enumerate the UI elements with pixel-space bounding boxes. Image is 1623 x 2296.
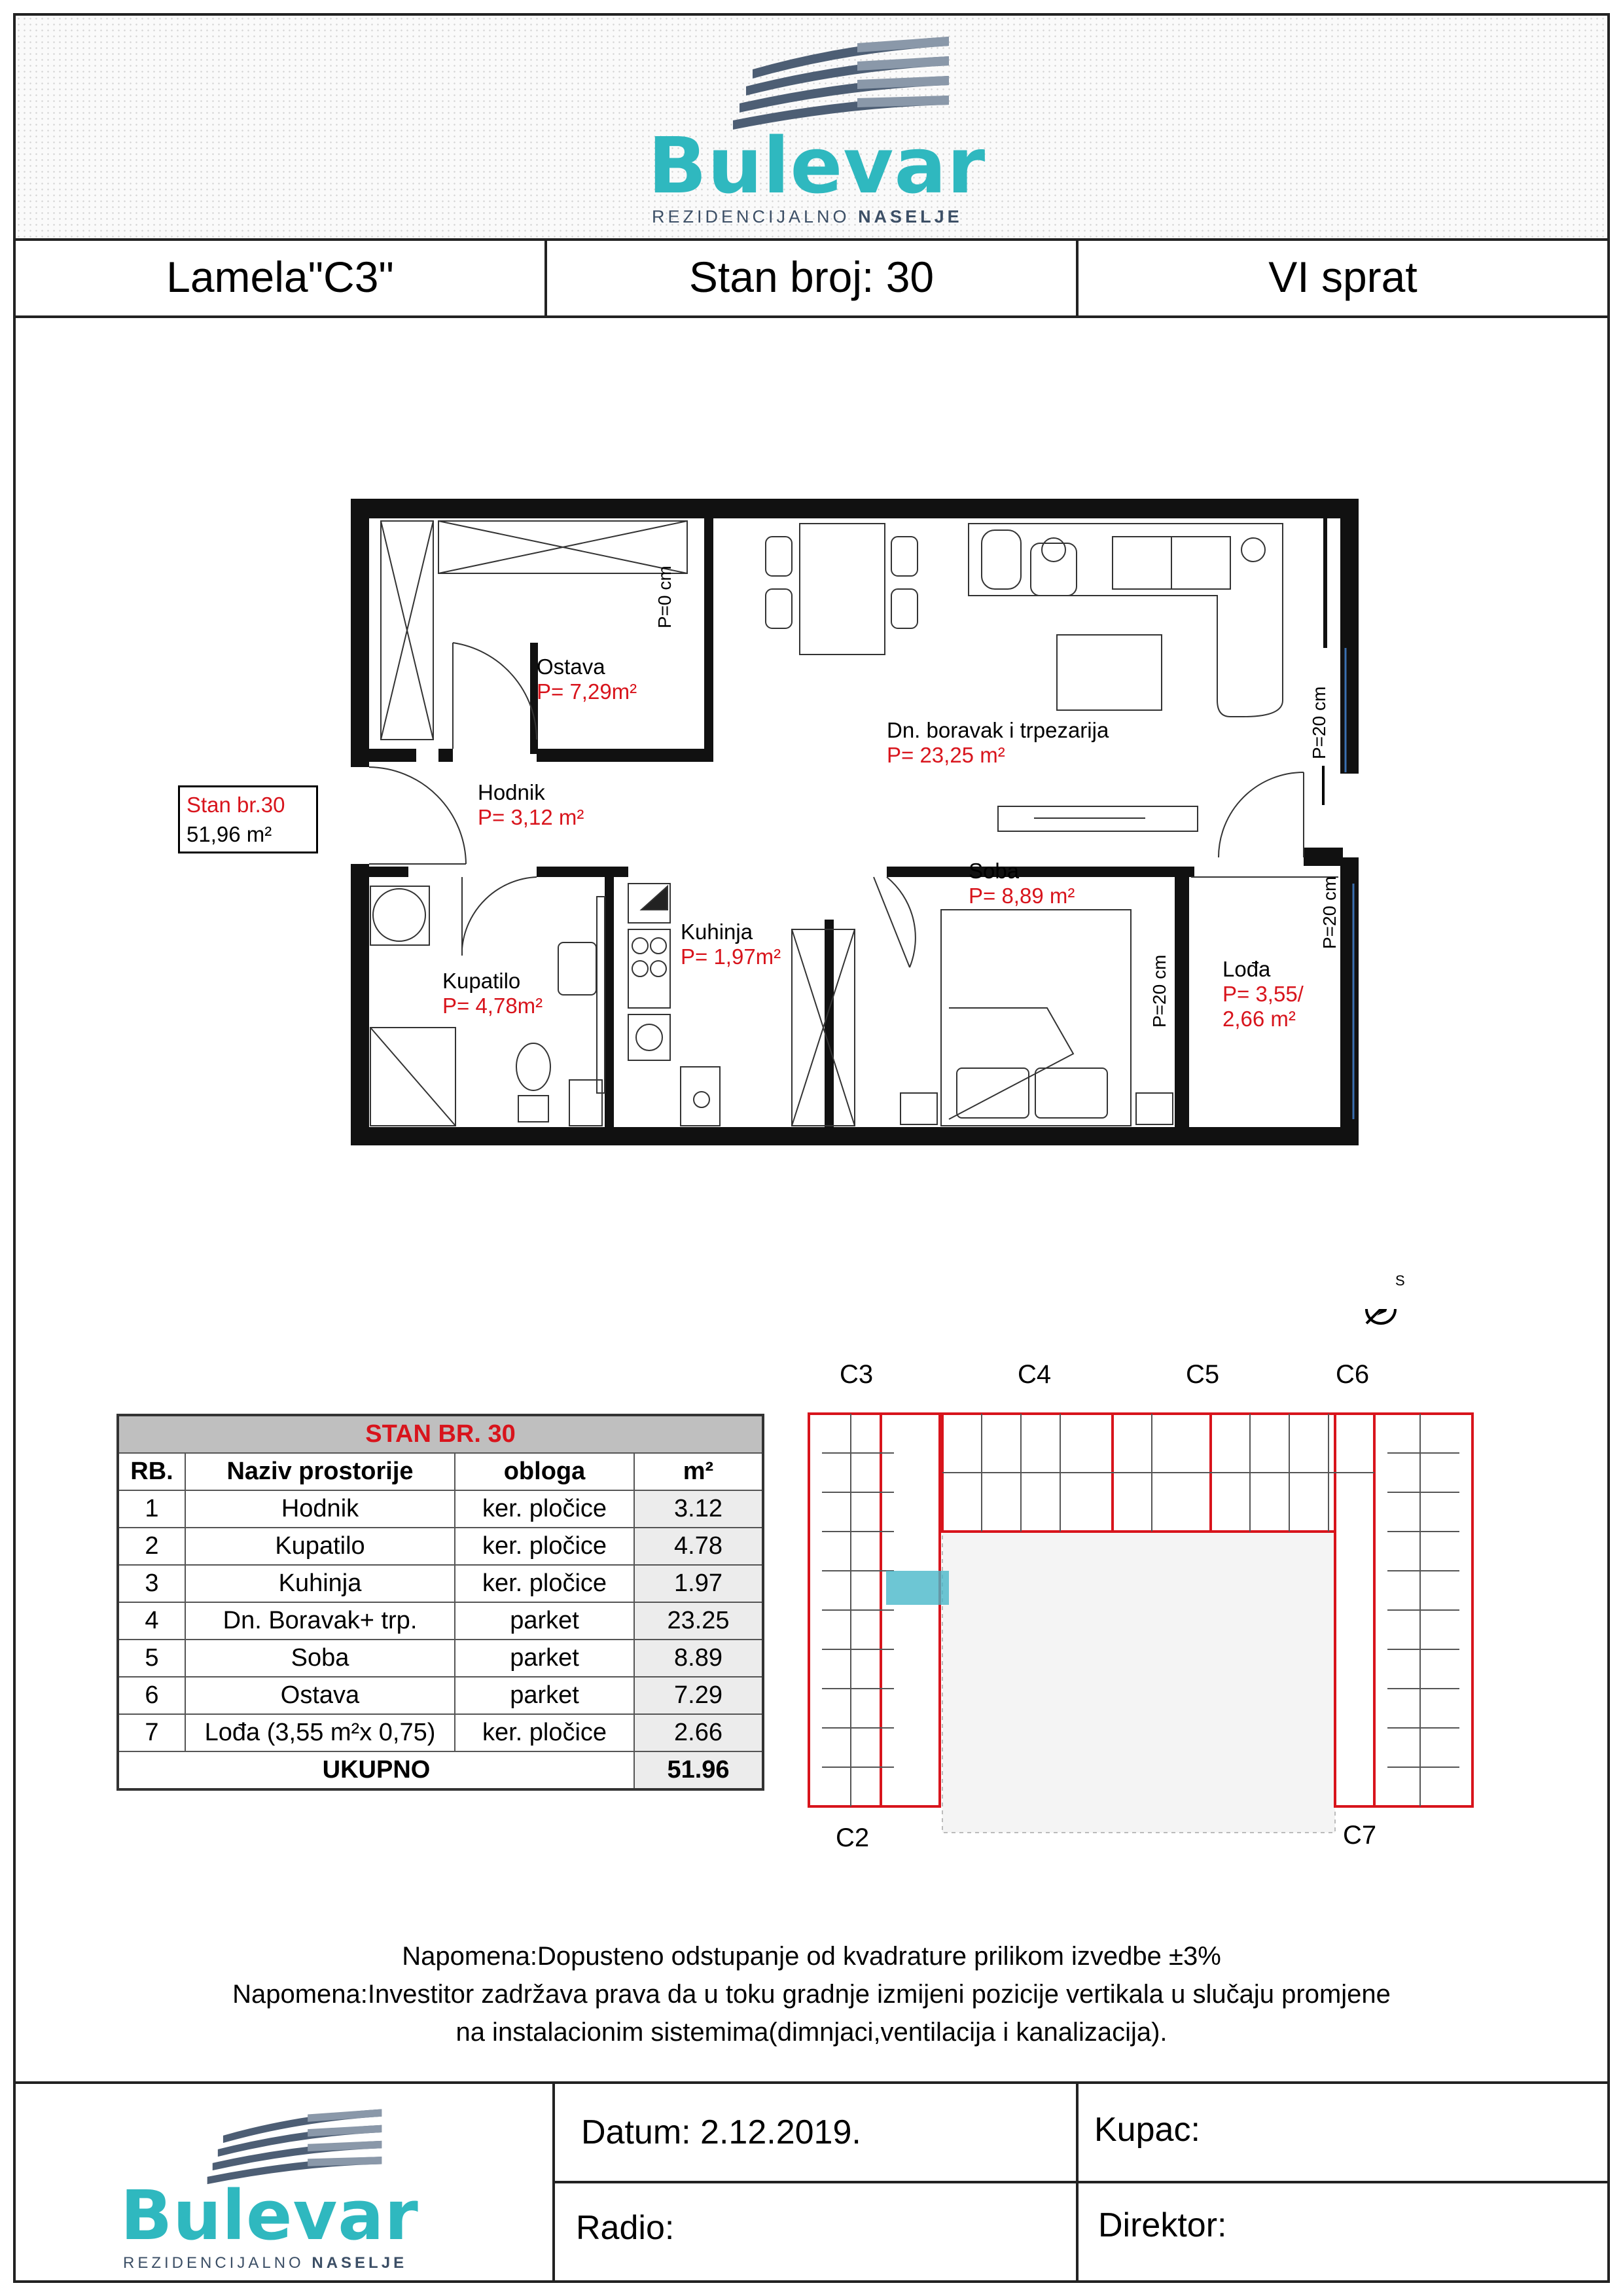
finish-cell: parket	[455, 1677, 634, 1714]
row-number: 2	[118, 1528, 185, 1565]
table-row	[118, 1602, 763, 1640]
room-name: Soba	[969, 859, 1020, 883]
row-number: 5	[118, 1640, 185, 1677]
north-arrow-icon	[1366, 1309, 1395, 1323]
room-area-reduced: 2,66 m²	[1222, 1007, 1296, 1031]
room-area: P= 1,97m²	[681, 944, 781, 969]
room-table-title: STAN BR. 30	[118, 1415, 763, 1453]
footer	[16, 2081, 1607, 2283]
info-bar	[16, 238, 1607, 318]
buyer-field: Kupac:	[1094, 2111, 1200, 2149]
room-name-cell: Kupatilo	[185, 1528, 455, 1565]
lamela-label-c3: C3	[840, 1360, 874, 1389]
footer-divider	[552, 2181, 1607, 2183]
table-total-row	[118, 1751, 763, 1789]
prepared-by-field: Radio:	[576, 2209, 675, 2247]
brand-subtitle	[123, 2254, 407, 2272]
room-label-soba	[969, 859, 1075, 908]
table-row	[118, 1528, 763, 1565]
note-line: Napomena:Dopusteno odstupanje od kvadrature prilikom izvedbe ±3%	[402, 1942, 1221, 1971]
room-name: Lođa	[1222, 957, 1271, 981]
floor-label: VI sprat	[1268, 253, 1418, 301]
finish-cell: parket	[455, 1640, 634, 1677]
room-name-cell: Lođa (3,55 m²x 0,75)	[185, 1714, 455, 1751]
area-cell: 23.25	[634, 1602, 763, 1640]
brand-wordmark: Bulevar	[120, 2176, 419, 2255]
finish-cell: ker. pločice	[455, 1490, 634, 1528]
room-area: P= 4,78m²	[442, 994, 543, 1018]
brand-subtitle-prefix: REZIDENCIJALNO	[123, 2254, 304, 2272]
room-label-kuhinja	[681, 920, 781, 969]
room-label-hodnik	[478, 780, 584, 830]
table-row	[118, 1565, 763, 1602]
lamela-label: Lamela"C3"	[16, 238, 547, 315]
room-name-cell: Ostava	[185, 1677, 455, 1714]
table-row	[118, 1714, 763, 1751]
row-number: 3	[118, 1565, 185, 1602]
finish-cell: parket	[455, 1602, 634, 1640]
area-cell: 3.12	[634, 1490, 763, 1528]
room-name: Ostava	[537, 655, 605, 679]
area-cell: 8.89	[634, 1640, 763, 1677]
lamela-label-c4: C4	[1018, 1360, 1052, 1389]
room-name-cell: Soba	[185, 1640, 455, 1677]
area-cell: 2.66	[634, 1714, 763, 1751]
room-label-ostava	[537, 655, 637, 704]
area-cell: 1.97	[634, 1565, 763, 1602]
apartment-number: Stan broj: 30	[547, 238, 1079, 315]
brand-subtitle-prefix: REZIDENCIJALNO	[652, 207, 850, 226]
room-area: P= 23,25 m²	[887, 743, 1005, 767]
column-header: RB.	[118, 1453, 185, 1490]
table-row	[118, 1490, 763, 1528]
room-area: P= 8,89 m²	[969, 884, 1075, 908]
lamela-label-c2: C2	[836, 1823, 870, 1852]
apartment-summary-area: 51,96 m²	[187, 822, 272, 846]
room-label-lodja	[1222, 957, 1304, 1031]
brand-subtitle	[652, 207, 963, 227]
table-row	[118, 1640, 763, 1677]
room-label-dnevni-boravak	[887, 718, 1109, 768]
north-label: S	[1395, 1272, 1405, 1289]
row-number: 4	[118, 1602, 185, 1640]
lamela-label-c5: C5	[1186, 1360, 1220, 1389]
room-table	[116, 1414, 764, 1791]
parapet-label: P=20 cm	[1309, 686, 1329, 759]
director-field: Direktor:	[1098, 2206, 1227, 2244]
row-number: 6	[118, 1677, 185, 1714]
finish-cell: ker. pločice	[455, 1565, 634, 1602]
row-number: 1	[118, 1490, 185, 1528]
room-area: P= 3,12 m²	[478, 805, 584, 829]
column-header: m²	[634, 1453, 763, 1490]
area-cell: 7.29	[634, 1677, 763, 1714]
header-logo	[648, 24, 1014, 233]
room-label-kupatilo	[442, 969, 543, 1018]
brand-subtitle-bold: NASELJE	[312, 2254, 408, 2272]
column-header: obloga	[455, 1453, 634, 1490]
apartment-summary-box	[178, 785, 318, 853]
brand-subtitle-bold: NASELJE	[858, 207, 963, 226]
total-value: 51.96	[634, 1751, 763, 1789]
finish-cell: ker. pločice	[455, 1714, 634, 1751]
area-cell: 4.78	[634, 1528, 763, 1565]
brand-wordmark: Bulevar	[648, 120, 986, 211]
footer-logo	[120, 2097, 461, 2280]
date-field: Datum: 2.12.2019.	[581, 2113, 861, 2151]
site-plan	[792, 1309, 1499, 1872]
room-area: P= 3,55/	[1222, 982, 1304, 1006]
finish-cell: ker. pločice	[455, 1528, 634, 1565]
total-label: UKUPNO	[118, 1751, 634, 1789]
note-line: na instalacionim sistemima(dimnjaci,ventilacija i kanalizacija).	[455, 2018, 1168, 2047]
footer-divider	[552, 2084, 555, 2283]
room-name-cell: Dn. Boravak+ trp.	[185, 1602, 455, 1640]
lamela-label-c7: C7	[1343, 1821, 1377, 1850]
parapet-label: P=20 cm	[1149, 954, 1169, 1028]
room-area: P= 7,29m²	[537, 679, 637, 704]
parapet-label: P=0 cm	[654, 565, 675, 628]
column-header: Naziv prostorije	[185, 1453, 455, 1490]
room-name: Kuhinja	[681, 920, 753, 944]
note-line: Napomena:Investitor zadržava prava da u toku gradnje izmijeni pozicije vertikala u slučaju promjene	[232, 1980, 1391, 2009]
room-name-cell: Hodnik	[185, 1490, 455, 1528]
row-number: 7	[118, 1714, 185, 1751]
room-name: Hodnik	[478, 780, 545, 804]
room-name: Kupatilo	[442, 969, 521, 993]
lamela-label-c6: C6	[1336, 1360, 1370, 1389]
room-name: Dn. boravak i trpezarija	[887, 718, 1109, 742]
room-name-cell: Kuhinja	[185, 1565, 455, 1602]
parapet-label: P=20 cm	[1319, 876, 1340, 949]
notes	[0, 1937, 1623, 2051]
table-row	[118, 1677, 763, 1714]
highlighted-apartment	[886, 1571, 949, 1605]
apartment-summary-title: Stan br.30	[187, 793, 285, 817]
footer-divider	[1076, 2084, 1079, 2283]
